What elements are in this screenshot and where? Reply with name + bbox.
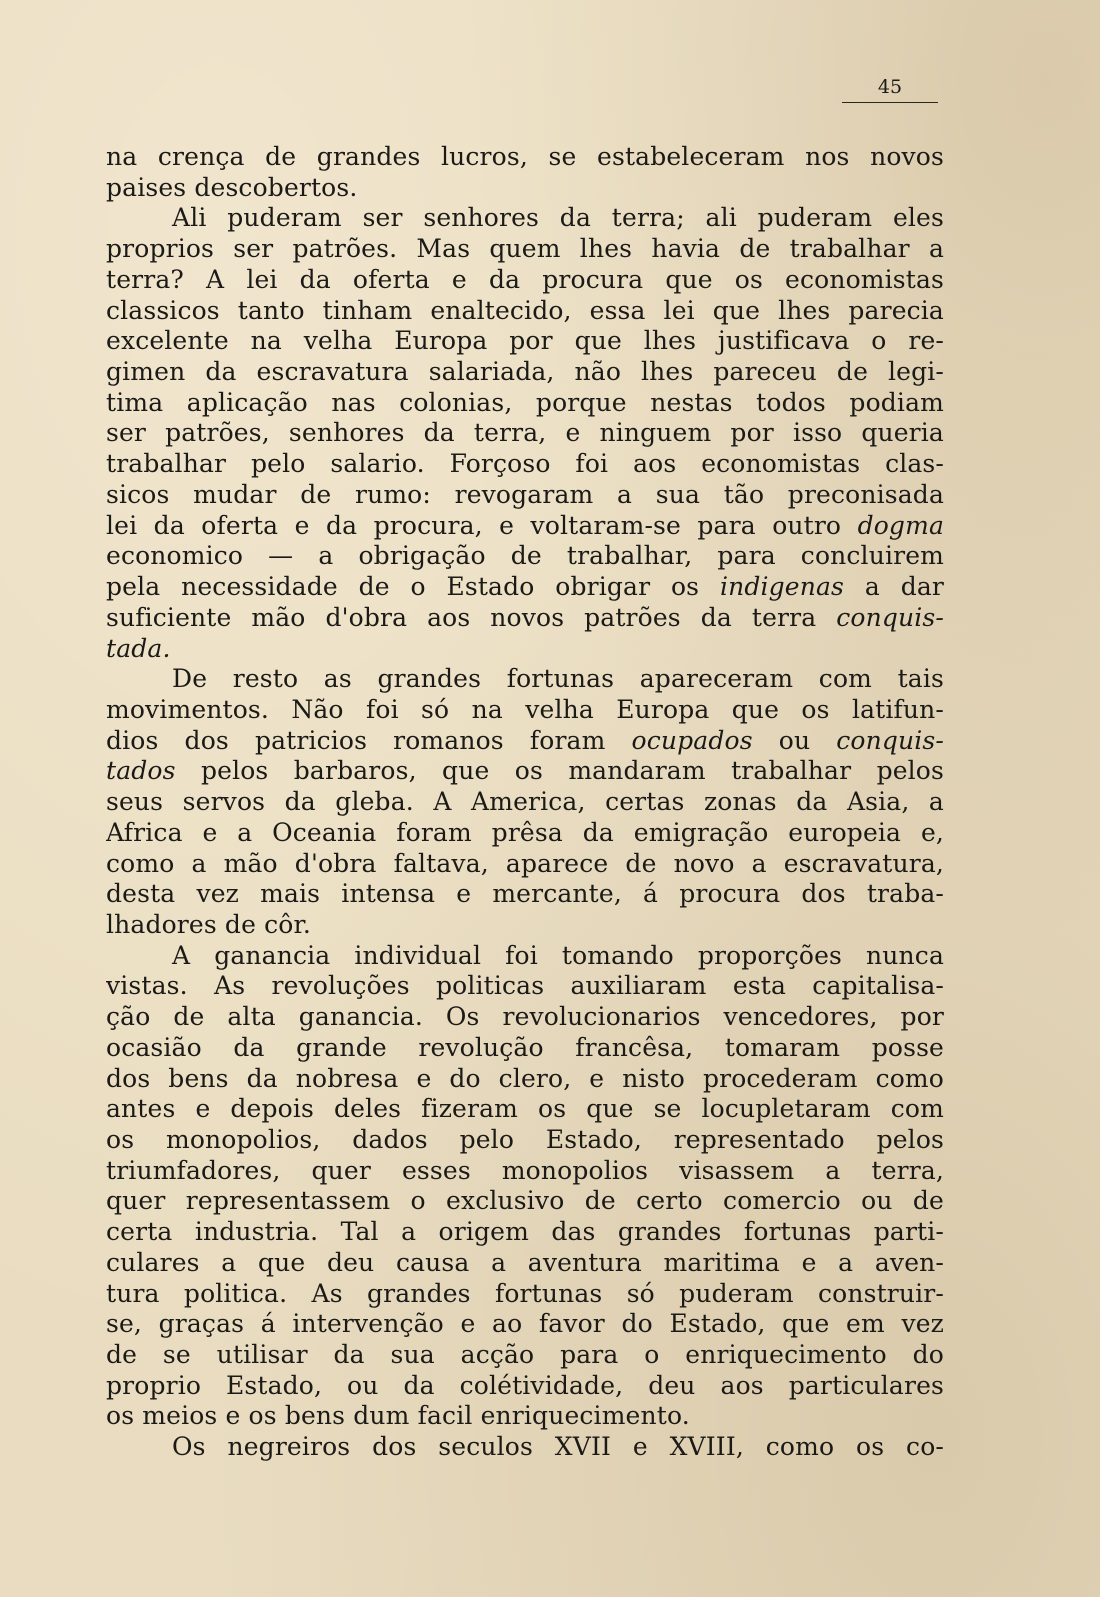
text-segment: como a mão d'obra faltava, aparece de novo a escravatura, xyxy=(106,848,944,878)
text-line xyxy=(106,572,944,603)
body-text xyxy=(106,142,944,1463)
italic-text: ocupados xyxy=(631,725,753,755)
text-line xyxy=(106,1125,944,1156)
italic-text: tada. xyxy=(106,633,171,663)
text-segment: classicos tanto tinham enaltecido, essa lei que lhes parecia xyxy=(106,295,944,325)
text-segment: movimentos. Não foi só na velha Europa que os latifun- xyxy=(106,694,944,724)
italic-text: dogma xyxy=(857,510,944,540)
text-line xyxy=(106,1064,944,1095)
text-line xyxy=(106,1094,944,1125)
text-segment: se, graças á intervenção e ao favor do Estado, que em vez xyxy=(106,1309,944,1339)
text-line xyxy=(106,910,944,941)
text-segment: proprios ser patrões. Mas quem lhes havia de trabalhar a xyxy=(106,234,944,264)
text-segment: gimen da escravatura salariada, não lhes pareceu de legi- xyxy=(106,357,944,387)
text-segment: antes e depois deles fizeram os que se locupletaram com xyxy=(106,1094,944,1124)
italic-text: tados xyxy=(106,756,176,786)
text-line xyxy=(106,326,944,357)
text-segment: ocasião da grande revolução francêsa, tomaram posse xyxy=(106,1032,944,1062)
text-line xyxy=(106,1279,944,1310)
text-line xyxy=(106,541,944,572)
text-segment: os monopolios, dados pelo Estado, representado pelos xyxy=(106,1125,944,1154)
text-line xyxy=(106,818,944,849)
text-line xyxy=(106,1186,944,1217)
text-line xyxy=(106,695,944,726)
text-line xyxy=(106,388,944,419)
text-segment: tura politica. As grandes fortunas só puderam construir- xyxy=(106,1278,944,1308)
text-segment: na crença de grandes lucros, se estabeleceram nos novos xyxy=(106,142,944,171)
text-segment: Africa e a Oceania foram prêsa da emigração europeia e, xyxy=(106,817,944,847)
text-line xyxy=(106,1340,944,1371)
text-segment: a dar xyxy=(844,572,944,602)
text-segment: proprio Estado, ou da colétividade, deu aos particulares xyxy=(106,1370,944,1400)
text-line xyxy=(106,449,944,480)
text-line xyxy=(106,357,944,388)
text-line xyxy=(106,173,944,204)
text-line xyxy=(106,1309,944,1340)
text-line xyxy=(106,480,944,511)
text-segment: dos bens da nobresa e do clero, e nisto procederam como xyxy=(106,1063,944,1093)
text-segment: suficiente mão d'obra aos novos patrões da terra xyxy=(106,602,837,632)
text-line xyxy=(106,1248,944,1279)
text-line xyxy=(106,265,944,296)
text-line xyxy=(106,418,944,449)
text-segment: pela necessidade de o Estado obrigar os xyxy=(106,572,720,602)
text-line xyxy=(106,1033,944,1064)
text-line xyxy=(106,971,944,1002)
text-line xyxy=(106,879,944,910)
text-line xyxy=(106,941,944,972)
text-line xyxy=(106,1217,944,1248)
text-segment: pelos barbaros, que os mandaram trabalhar pelos xyxy=(175,756,944,786)
text-segment: terra? A lei da oferta e da procura que os economistas xyxy=(106,264,944,294)
text-line xyxy=(106,756,944,787)
text-line xyxy=(106,1432,944,1463)
text-line xyxy=(106,1156,944,1187)
text-segment: culares a que deu causa a aventura maritima e a aven- xyxy=(106,1247,944,1277)
text-segment: paises descobertos. xyxy=(106,172,358,202)
text-line xyxy=(106,142,944,173)
italic-text: conquis- xyxy=(836,602,944,632)
text-segment: A ganancia individual foi tomando proporções nunca xyxy=(172,940,944,970)
text-segment: seus servos da gleba. A America, certas zonas da Asia, a xyxy=(106,787,944,817)
text-line xyxy=(106,1401,944,1432)
text-segment: de se utilisar da sua acção para o enriquecimento do xyxy=(106,1340,944,1370)
text-segment: lhadores de côr. xyxy=(106,909,311,939)
italic-text: indigenas xyxy=(719,572,845,602)
text-line xyxy=(106,603,944,634)
text-segment: certa industria. Tal a origem das grandes fortunas parti- xyxy=(106,1217,944,1247)
text-segment: Os negreiros dos seculos XVII e XVIII, como os co- xyxy=(172,1432,944,1462)
text-line xyxy=(106,203,944,234)
text-line xyxy=(106,1002,944,1033)
text-segment: tima aplicação nas colonias, porque nestas todos podiam xyxy=(106,387,944,417)
text-segment: economico — a obrigação de trabalhar, para concluirem xyxy=(106,541,944,571)
text-segment: sicos mudar de rumo: revogaram a sua tão preconisada xyxy=(106,479,944,509)
text-line xyxy=(106,511,944,542)
page-number: 45 xyxy=(842,72,938,103)
text-segment: excelente na velha Europa por que lhes justificava o re- xyxy=(106,326,944,356)
text-line xyxy=(106,787,944,818)
text-segment: vistas. As revoluções politicas auxiliaram esta capitalisa- xyxy=(106,971,944,1001)
text-segment: ção de alta ganancia. Os revolucionarios vencedores, por xyxy=(106,1002,944,1032)
text-segment: dios dos patricios romanos foram xyxy=(106,725,632,755)
text-segment: trabalhar pelo salario. Forçoso foi aos economistas clas- xyxy=(106,449,944,479)
text-segment: desta vez mais intensa e mercante, á procura dos traba- xyxy=(106,879,944,909)
text-line xyxy=(106,634,944,665)
text-segment: De resto as grandes fortunas apareceram com tais xyxy=(172,664,944,694)
text-segment: ser patrões, senhores da terra, e ninguem por isso queria xyxy=(106,418,944,448)
text-segment: lei da oferta e da procura, e voltaram-se para outro xyxy=(106,510,858,540)
text-line xyxy=(106,664,944,695)
text-line xyxy=(106,234,944,265)
italic-text: conquis- xyxy=(836,725,944,755)
text-line xyxy=(106,1371,944,1402)
text-segment: ou xyxy=(752,725,837,755)
text-segment: quer representassem o exclusivo de certo comercio ou de xyxy=(106,1186,944,1216)
text-segment: triumfadores, quer esses monopolios visassem a terra, xyxy=(106,1155,944,1185)
text-line xyxy=(106,849,944,880)
text-line xyxy=(106,296,944,327)
text-segment: Ali puderam ser senhores da terra; ali puderam eles xyxy=(172,203,944,233)
text-segment: os meios e os bens dum facil enriquecimento. xyxy=(106,1401,690,1431)
text-line xyxy=(106,726,944,757)
